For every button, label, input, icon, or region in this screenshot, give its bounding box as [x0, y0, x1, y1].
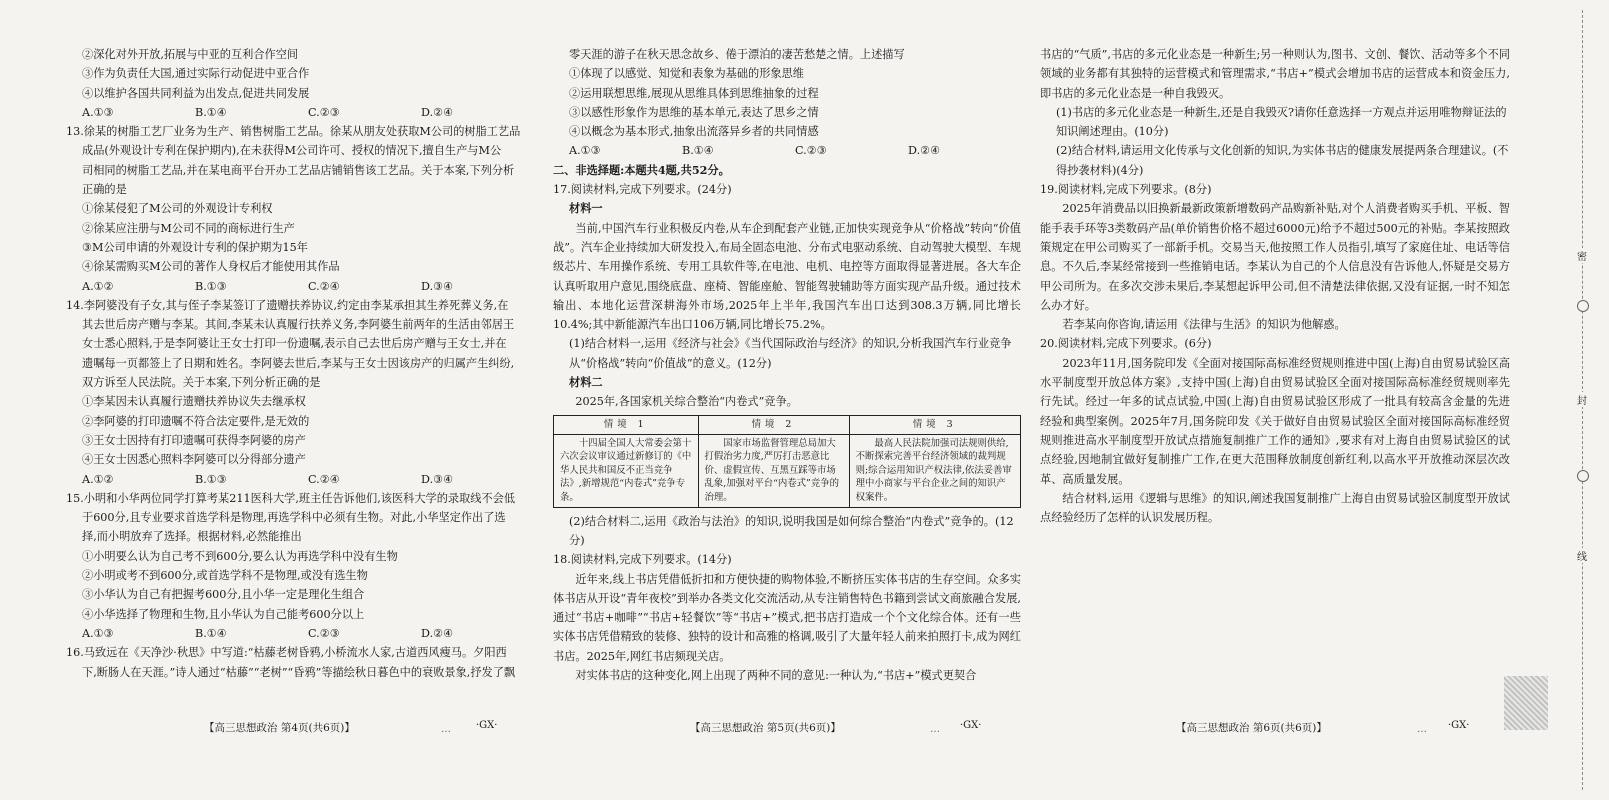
answer-option: D.②④ [421, 105, 454, 119]
text-line: 成品(外观设计专利在保护期内),在未获得M公司许可、授权的情况下,擅自生产与M公 [82, 144, 502, 158]
text-line: 零天涯的游子在秋天思念故乡、倦于漂泊的凄苦愁楚之情。上述描写 [569, 48, 905, 61]
answer-option: D.②④ [908, 144, 941, 158]
footer-dots-5: … [930, 724, 940, 735]
footer-code-6: ·GX· [1448, 720, 1470, 731]
text-line: 择,而小明放弃了选择。根据材料,必然能推出 [82, 530, 302, 544]
footer-dots-4: … [441, 724, 451, 735]
text-line: ③M公司申请的外观设计专利的保护期为15年 [82, 240, 308, 254]
scenario-cell-1: 十四届全国人大常委会第十六次会议审议通过新修订的《中华人民共和国反不正当竞争法》,新增规范“内卷式”竞争专条。 [554, 434, 699, 507]
footer-page-4: 【高三思想政治 第4页(共6页)】 [204, 722, 355, 734]
question-19: 19.阅读材料,完成下列要求。(8分) [1040, 183, 1212, 197]
scenario-header-2: 情境 2 [698, 415, 849, 434]
scenario-cell-2: 国家市场监督管理总局加大打假治劣力度,严厉打击恶意比价、虚假宣传、互黑互踩等市场乱象,加强对平台“内卷式”竞争的治理。 [698, 434, 849, 507]
answer-option: B.①③ [195, 279, 227, 293]
question-20-prompt: 结合材料,运用《逻辑与思维》的知识,阐述我国复制推广上海自由贸易试验区制度型开放试点经验经历了怎样的认识发展历程。 [1040, 491, 1510, 525]
text-line: ④徐某需购买M公司的著作人身权后才能使用其作品 [82, 260, 340, 274]
footer-code-4: ·GX· [476, 720, 498, 731]
answer-option: C.②④ [308, 472, 340, 486]
answer-option: B.①④ [195, 105, 227, 119]
text-line: 下,断肠人在天涯。”诗人通过“枯藤”“老树”“昏鸦”等描绘秋日暮色中的衰败景象,抒发了飘 [82, 665, 516, 679]
footer-dots-6: … [1417, 724, 1427, 735]
text-line: ①李某因未认真履行遗赠扶养协议失去继承权 [82, 395, 306, 409]
text-line: 16.马致远在《天净沙·秋思》中写道:“枯藤老树昏鸦,小桥流水人家,古道西风瘦马。夕阳西 [66, 646, 507, 660]
text-line: ②徐某应注册与M公司不同的商标进行生产 [82, 221, 295, 235]
answer-option: D.②④ [421, 626, 454, 640]
material-2-label: 材料二 [569, 375, 603, 390]
scenario-cell-3: 最高人民法院加强司法规则供给,不断探索完善平台经济领域的裁判规则;综合运用知识产权法律,依法妥善审理中小商家与平台企业之间的知识产权案件。 [849, 434, 1020, 507]
answer-option: B.①④ [682, 144, 714, 158]
question-20: 20.阅读材料,完成下列要求。(6分) [1040, 337, 1212, 351]
question-20-material: 2023年11月,国务院印发《全面对接国际高标准经贸规则推进中国(上海)自由贸易试验区高水平制度型开放总体方案》,支持中国(上海)自由贸易试验区全面对接国际高标准经贸规则率先行先试。经过一年多的试点试验,中国(上海)自由贸易试验区形成了一批具有较高含金量的先进经验和典型案例。2025年7月,国务院印发《关于做好自由贸易试验区全面对接国际高标准经贸规则推进高水平制度型开放试点措施复制推广工作的通知》,要求有对上海自由贸易试验区的试点经验,因地制宜做好复制推广工作,在更大范围释放制度创新红利,以高水平开放推动深层次改革、高质量发展。 [1040, 356, 1510, 486]
answer-option: C.②③ [308, 105, 340, 119]
text-line: ④以维护各国共同利益为出发点,促进共同发展 [82, 86, 310, 100]
binding-hole [1577, 300, 1589, 312]
answer-option: D.③④ [421, 279, 454, 293]
question-18-opinion-cont: 书店的“气质”,书店的多元化业态是一种新生;另一种则认为,图书、文创、餐饮、活动等多个不同领域的业务都有其独特的运营模式和管理需求,“书店+”模式会增加书店的运营成本和资金压力,即书店的多元化业态是一种自我毁灭。 [1040, 48, 1510, 100]
text-line: 女士悉心照料,于是李阿婆让王女士打印一份遗嘱,表示自己去世后房产赠与王女士,并在 [82, 337, 507, 351]
text-line: ③作为负责任大国,通过实际行动促进中亚合作 [82, 67, 310, 81]
binding-hole [1577, 470, 1589, 482]
text-line: ③小华认为自己有把握考600分,且小华一定是理化生组合 [82, 588, 365, 602]
text-line: ④小华选择了物理和生物,且小华认为自己能考600分以上 [82, 607, 365, 621]
text-line: ①体现了以感觉、知觉和表象为基础的形象思维 [569, 67, 804, 81]
answer-options [66, 103, 534, 122]
page-4-column [66, 45, 534, 682]
text-line: 14.李阿婆没有子女,其与侄子李某签订了遗赠扶养协议,约定由李某承担其生养死葬义务,在 [66, 298, 509, 312]
answer-option: C.②③ [308, 626, 340, 640]
text-line: 遗嘱每一页都签上了日期和姓名。李阿婆去世后,李某与王女士因该房产的归属产生纠纷, [82, 356, 515, 370]
text-line: ②深化对外开放,拓展与中亚的互利合作空间 [82, 48, 299, 61]
text-line: 于600分,且专业要求首选学科是物理,再选学科中必须有生物。对此,小华坚定作出了选 [82, 511, 506, 525]
text-line: ①徐某侵犯了M公司的外观设计专利权 [82, 202, 273, 216]
answer-option: A.①③ [82, 105, 114, 119]
text-line: 二、非选择题:本题共4题,共52分。 [553, 162, 730, 177]
answer-option: B.①③ [195, 472, 227, 486]
text-line: 双方诉至人民法院。关于本案,下列分析正确的是 [82, 376, 321, 390]
question-19-material: 2025年消费品以旧换新最新政策新增数码产品购新补贴,对个人消费者购买手机、平板、智能手表手环等3类数码产品(单价销售价格不超过6000元)给予不超过500元的补贴。李某按照政策规定在甲公司购买了一部新手机。交易当天,他按照工作人员指引,填写了家庭住址、电话等信息。不久后,李某经常接到一些推销电话。李某认为自己的个人信息没有告诉他人,怀疑是交易方甲公司所为。在多次交涉未果后,李某想起诉甲公司,但不清楚法律依据,又没有证据,一时不知怎么办才好。 [1040, 202, 1510, 312]
material-2-intro: 2025年,各国家机关综合整治“内卷式”竞争。 [575, 395, 798, 409]
question-18: 18.阅读材料,完成下列要求。(14分) [553, 553, 732, 567]
answer-option: A.①③ [82, 626, 114, 640]
question-18-opinion: 对实体书店的这种变化,网上出现了两种不同的意见:一种认为,“书店+”模式更契合 [575, 669, 977, 683]
scenario-table [553, 415, 1021, 508]
text-line: ②运用联想思维,展现从思维具体到思维抽象的过程 [569, 86, 819, 100]
footer-page-5: 【高三思想政治 第5页(共6页)】 [690, 722, 841, 734]
material-1-text: 当前,中国汽车行业积极反内卷,从车企到配套产业链,正加快实现竞争从“价格战”转向“价值战”。汽车企业持续加大研发投入,布局全固态电池、分布式电驱动系统、自动驾驶大模型、车规级芯片、车用操作系统、专用工具软件等,在电池、电机、电控等方面取得显著进展。各大车企认真听取用户意见,围绕底盘、座椅、智能座舱、智能驾驶辅助等方面实现产品升级。通过技术输出、本地化运营深耕海外市场,2025年上半年,我国汽车出口达到308.3万辆,同比增长10.4%;其中新能源汽车出口106万辆,同比增长75.2%。 [553, 221, 1021, 332]
page-6-column [1040, 45, 1510, 527]
text-line: ④以概念为基本形式,抽象出流落异乡者的共同情感 [569, 125, 819, 139]
page-5-top [553, 45, 1021, 219]
scenario-header-1: 情境 1 [554, 415, 699, 434]
footer-code-5: ·GX· [960, 720, 982, 731]
text-line: 正确的是 [82, 183, 127, 197]
answer-option: A.①③ [569, 144, 601, 158]
text-line: 15.小明和小华两位同学打算考某211医科大学,班主任告诉他们,该医科大学的录取线不会低 [66, 491, 516, 505]
text-line: 材料一 [569, 201, 603, 216]
binding-char-line: 线 [1574, 548, 1590, 563]
text-line: 13.徐某的树脂工艺厂业务为生产、销售树脂工艺品。徐某从朋友处获取M公司的树脂工艺品 [66, 125, 521, 139]
question-18-1: (1)书店的多元化业态是一种新生,还是自我毁灭?请你任意选择一方观点并运用唯物辩证法的知识阐述理由。(10分) [1056, 105, 1507, 139]
answer-option: D.③④ [421, 472, 454, 486]
text-line: ③王女士因持有打印遗嘱可获得李阿婆的房产 [82, 433, 306, 447]
text-line: 17.阅读材料,完成下列要求。(24分) [553, 183, 732, 197]
question-18-material: 近年来,线上书店凭借低折扣和方便快捷的购物体验,不断挤压实体书店的生存空间。众多实体书店从开设“青年夜校”到举办各类文化交流活动,从专注销售特色书籍到尝试文商旅融合发展,通过“书店+咖啡”“书店+轻餐饮”等“书店+”模式,把书店打造成一个个文化综合体。还有一些实体书店凭借精致的装修、独特的设计和高雅的格调,吸引了大量年轻人前来拍照打卡,成为网红书店。2025年,网红书店频现关店。 [553, 572, 1021, 663]
text-line: ②小明或考不到600分,或首选学科不是物理,或没有选生物 [82, 569, 368, 583]
answer-options [553, 141, 1021, 160]
scan-noise [1504, 676, 1548, 730]
answer-option: A.①② [82, 472, 114, 486]
binding-char-seal: 密 [1574, 248, 1590, 263]
answer-option: C.②③ [795, 144, 827, 158]
page-5-column [553, 45, 1021, 685]
text-line: 其去世后房产赠与李某。其间,李某未认真履行扶养义务,李阿婆生前两年的生活由邻居王 [82, 318, 515, 332]
text-line: ④王女士因悉心照料李阿婆可以分得部分遗产 [82, 453, 306, 467]
answer-options [66, 624, 534, 643]
binding-char-feng: 封 [1574, 392, 1590, 407]
question-17-2: (2)结合材料二,运用《政治与法治》的知识,说明我国是如何综合整治“内卷式”竞争的。(12分) [569, 514, 1014, 547]
text-line: ②李阿婆的打印遗嘱不符合法定要件,是无效的 [82, 414, 310, 428]
answer-options [66, 277, 534, 296]
question-19-prompt: 若李某向你咨询,请运用《法律与生活》的知识为他解惑。 [1062, 318, 1346, 332]
text-line: 司相同的树脂工艺品,并在某电商平台开办工艺品店铺销售该工艺品。关于本案,下列分析 [82, 163, 515, 177]
text-line: ①小明要么认为自己考不到600分,要么认为再选学科中没有生物 [82, 549, 398, 563]
question-17-1: (1)结合材料一,运用《经济与社会》《当代国际政治与经济》的知识,分析我国汽车行业竞争从“价格战”转向“价值战”的意义。(12分) [569, 337, 1012, 370]
question-18-2: (2)结合材料,请运用文化传承与文化创新的知识,为实体书店的健康发展提两条合理建议。(不得抄袭材料)(4分) [1056, 144, 1509, 177]
answer-option: B.①④ [195, 626, 227, 640]
answer-option: C.②④ [308, 279, 340, 293]
answer-options [66, 470, 534, 489]
text-line: ③以感性形象作为思维的基本单元,表达了思乡之情 [569, 105, 819, 119]
scenario-header-3: 情境 3 [849, 415, 1020, 434]
answer-option: A.①② [82, 279, 114, 293]
footer-page-6: 【高三思想政治 第6页(共6页)】 [1176, 722, 1327, 734]
